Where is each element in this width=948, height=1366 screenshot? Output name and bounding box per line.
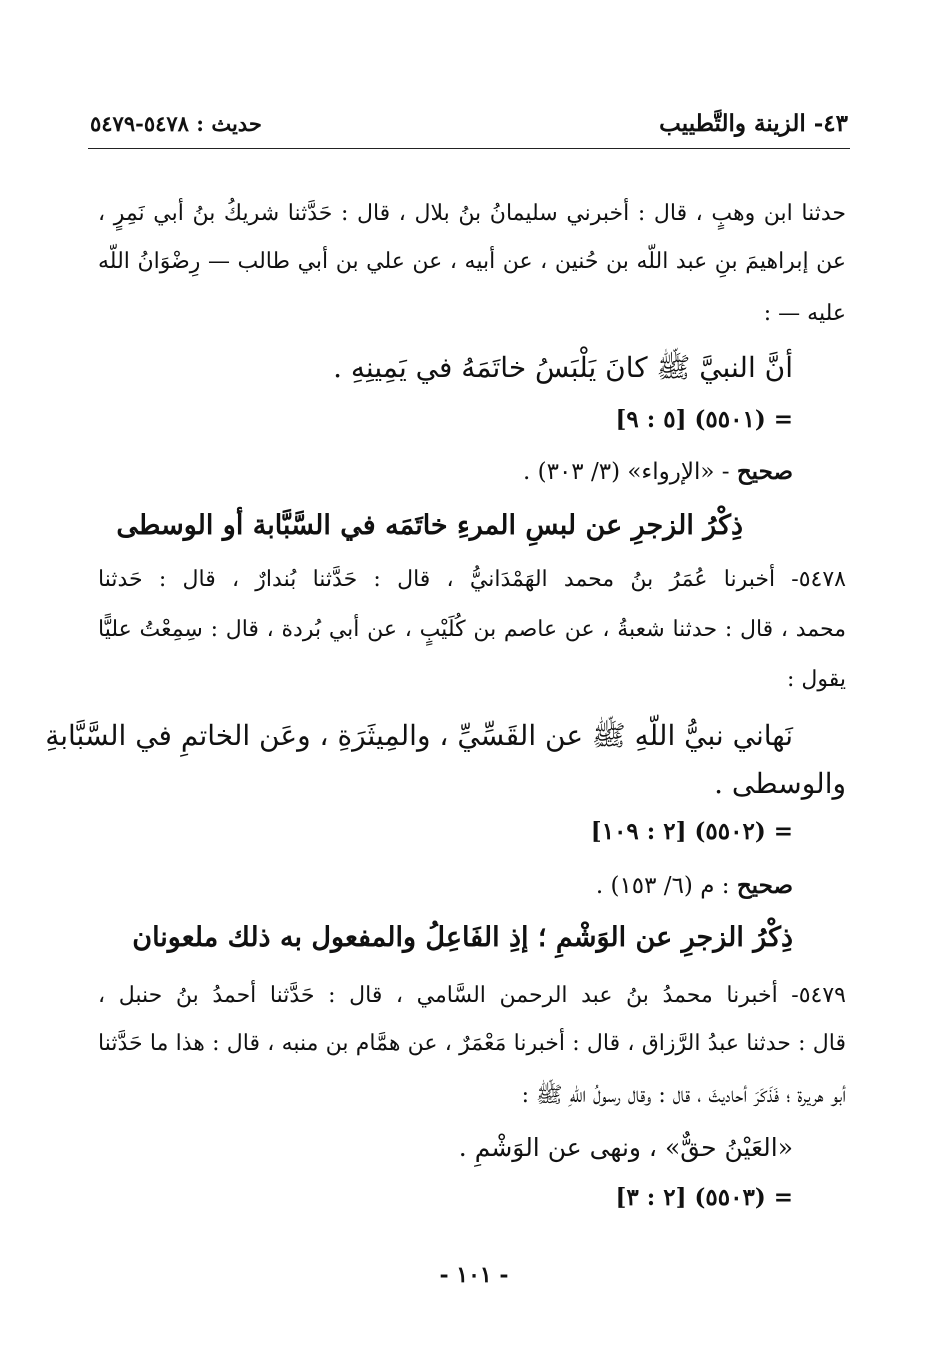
isnad-2-line-2: محمد ، قال : حدثنا شعبةُ ، عن عاصم بن كُلَيْبٍ ، عن أبي بُردة ، قال : سِمِعْتُ عليًّا — [98, 617, 846, 642]
hadith-2-reference: = (٥٥٠٢) [٢ : ١٠٩] — [590, 818, 793, 845]
chapter-title: ٤٣- الزينة والتَّطييب — [659, 110, 848, 137]
hadith-range: حديث : ٥٤٧٨-٥٤٧٩ — [90, 111, 262, 136]
page-number: - ١٠١ - — [439, 1262, 509, 1288]
isnad-3-line-3: أبو هريرة ؛ فَذَكَرَ أحاديثَ ، قال : وقال رسولُ اللّهِ ﷺ : — [521, 1083, 846, 1108]
hadith-1-reference: = (٥٥٠١) [٥ : ٩] — [615, 406, 793, 433]
isnad-2-line-1: ٥٤٧٨- أخبرنا عُمَرُ بنُ محمد الهَمْدَانيُّ ، قال : حَدَّثنا بُندارٌ ، قال : حَدثنا — [98, 567, 846, 592]
intro-line-3: عليه — : — [763, 301, 846, 326]
isnad-3-line-1: ٥٤٧٩- أخبرنا محمدُ بنُ عبد الرحمن السَّامي ، قال : حَدَّثنا أحمدُ بنُ حنبل ، — [98, 983, 846, 1008]
intro-line-1: حدثنا ابن وهبٍ ، قال : أخبرني سليمانُ بنُ بلال ، قال : حَدَّثنا شريكُ بنُ أبي نَمِرٍ ، — [98, 201, 846, 226]
hadith-2-line-1: نَهاني نبيُّ اللّهِ ﷺ عن القَسِّيِّ ، والمِيثَرَةِ ، وعَن الخاتمِ في السَّبَّابةِ — [45, 719, 793, 752]
section-heading-2: ذِكْرُ الزجرِ عن الوَشْمِ ؛ إذِ الفَاعِلُ والمفعول به ذلك ملعونان — [132, 922, 793, 953]
section-heading-1: ذِكْرُ الزجرِ عن لبسِ المرءِ خاتَمَه في السَّبَّابة أو الوسطى — [116, 510, 743, 541]
hadith-3-text: «العَيْنُ حقٌّ» ، ونهى عن الوَشْمِ . — [458, 1133, 793, 1162]
header-divider — [88, 148, 850, 149]
isnad-3-line-2: قال : حدثنا عبدُ الرَّزاق ، قال : أخبرنا مَعْمَرٌ ، عن همَّام بن منبه ، قال : هذا ما حَدَّثنا — [98, 1031, 846, 1056]
grade-source: - «الإرواء» (٣/ ٣٠٣) . — [522, 459, 730, 485]
hadith-1-text: أنَّ النبيَّ ﷺ كانَ يَلْبَسُ خاتَمَهُ في يَمِينِهِ . — [333, 351, 793, 384]
intro-line-2: عن إبراهيمَ بنِ عبد اللّه بن حُنين ، عن أبيه ، عن علي بن أبي طالب — رِضْوَانُ اللّه — [98, 249, 846, 274]
hadith-3-reference: = (٥٥٠٣) [٢ : ٣] — [615, 1184, 793, 1211]
grade-label: صحيح — [736, 872, 793, 899]
hadith-2-line-2: والوسطى . — [714, 767, 846, 800]
isnad-2-line-3: يقول : — [786, 667, 846, 692]
grade-source: : م (٦/ ١٥٣) . — [595, 873, 730, 899]
hadith-2-grade — [596, 868, 793, 904]
grade-label: صحيح — [736, 458, 793, 485]
hadith-1-grade — [523, 454, 793, 490]
